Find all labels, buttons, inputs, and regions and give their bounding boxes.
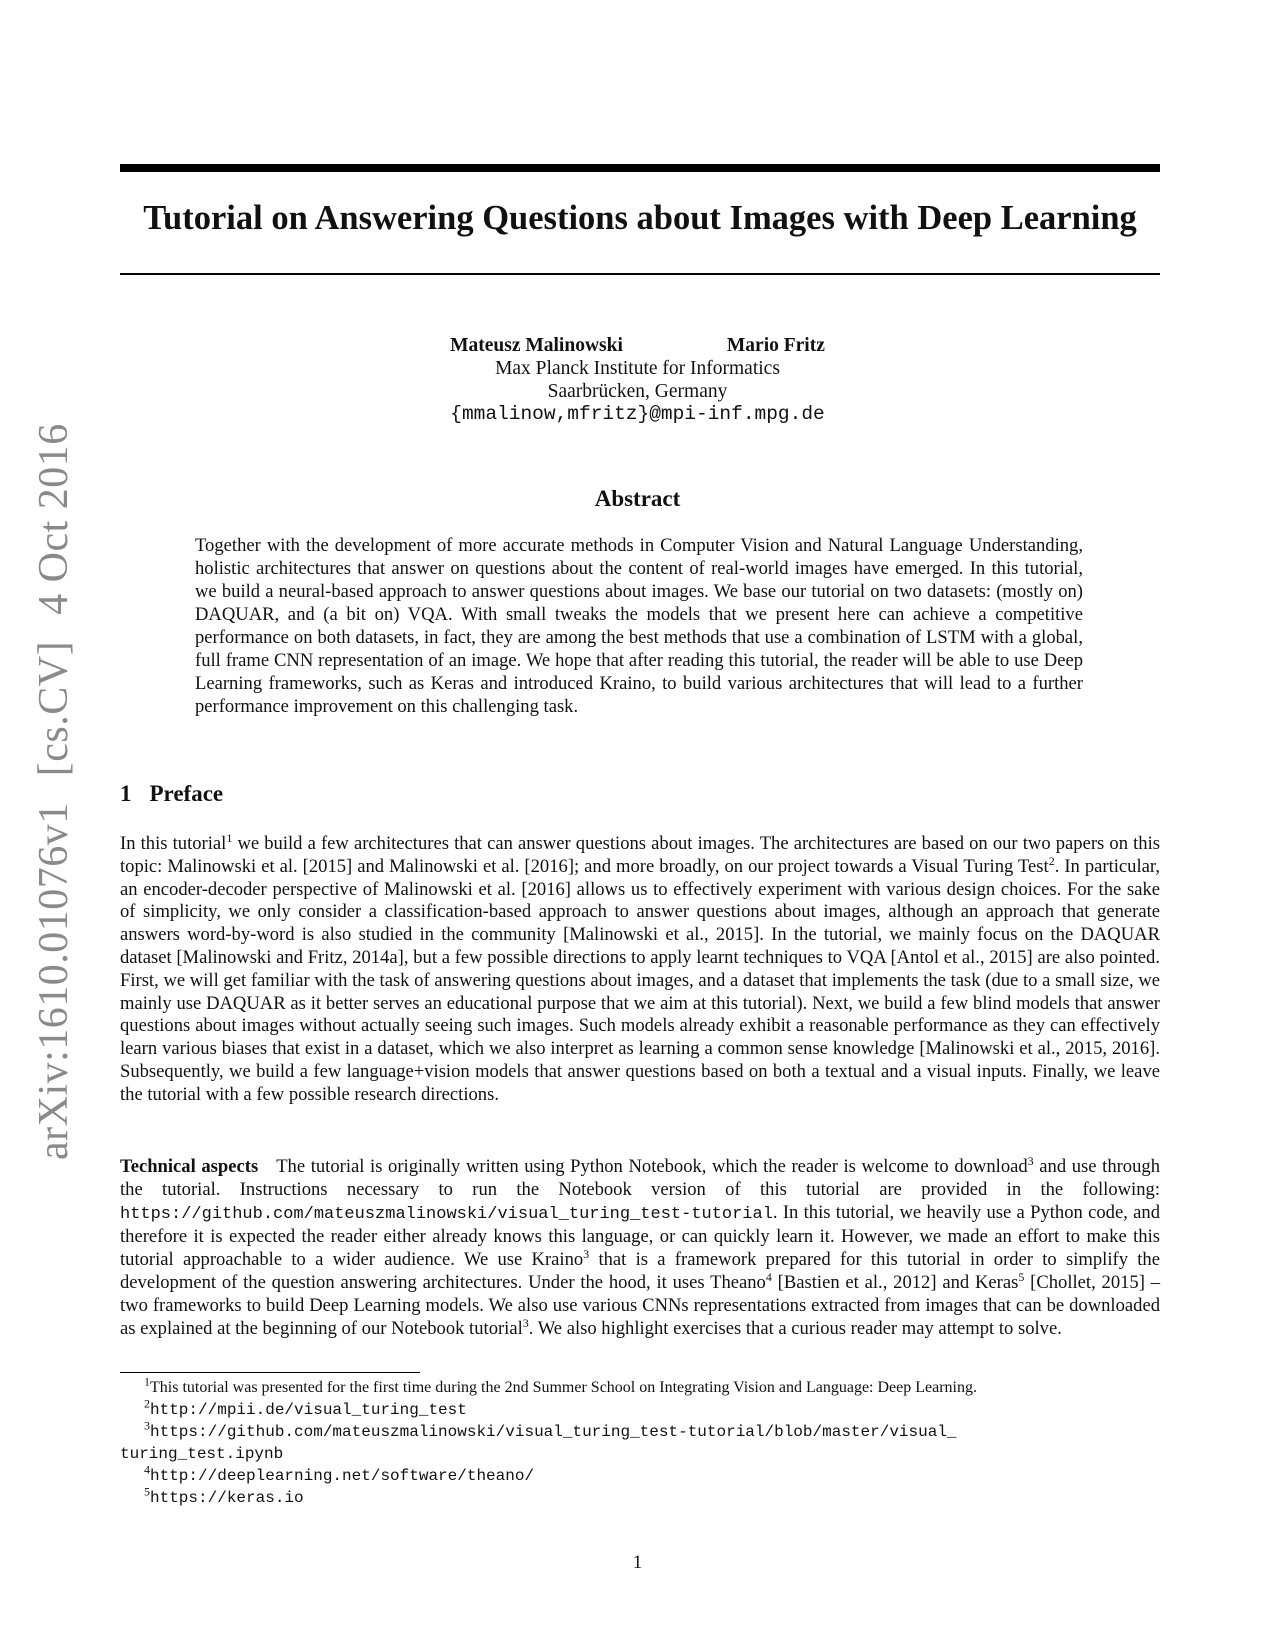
title-rule-bottom bbox=[120, 273, 1160, 275]
section-heading bbox=[120, 781, 223, 807]
text-run: . We also highlight exercises that a curious reader may attempt to solve. bbox=[528, 1317, 1062, 1339]
footnote-mark: 3 bbox=[144, 1418, 150, 1433]
text-run: and use through the tutorial. Instructions necessary to run the Notebook version of this tutorial are provided in the following: bbox=[120, 1156, 1160, 1200]
affiliation: Max Planck Institute for Informatics bbox=[495, 358, 780, 379]
footnote bbox=[120, 1396, 1160, 1421]
location: Saarbrücken, Germany bbox=[547, 381, 728, 402]
github-link[interactable]: https://github.com/mateuszmalinowski/visual_turing_test-tutorial bbox=[120, 1204, 773, 1224]
section-number: 1 bbox=[120, 781, 132, 806]
footnote bbox=[120, 1374, 1160, 1399]
footnote-ref[interactable]: 3 bbox=[583, 1247, 590, 1261]
text-run: . In particular, an encoder-decoder perspective of Malinowski et al. [2016] allows us to effectively experiment with various design choices. For the sake of simplicity, we only consider a classification-based approach to answer questions about images, although an approach that generate answers word-by-word is also studied in the community [Malinowski et al., 2015]. In the tutorial, we mainly focus on the DAQUAR dataset [Malinowski and Fritz, 2014a], but a few possible directions to apply learnt techniques to VQA [Antol et al., 2015] are also pointed. First, we will get familiar with the task of answering questions about images, and a dataset that implements the task (due to a small size, we mainly use DAQUAR as it better serves an educational purpose that we aim at this tutorial). Next, we build a few blind models that answer questions about images without actually seeing such images. Such models already exhibit a reasonable performance as they can effectively learn various biases that exist in a dataset, which we also interpret as learning a common sense knowledge [Malinowski et al., 2015, 2016]. Subsequently, we build a few language+vision models that answer questions based on both a textual and a visual inputs. Finally, we leave the tutorial with a few possible research directions. bbox=[120, 855, 1160, 1105]
footnote-ref[interactable]: 3 bbox=[1027, 1153, 1034, 1168]
email: {mmalinow,mfritz}@mpi-inf.mpg.de bbox=[450, 403, 825, 425]
footnotes bbox=[120, 1374, 1160, 1509]
text-run: . In this tutorial, we heavily use a Python code, and therefore it is expected the reader either already knows this language, or can quickly learn it. However, we made an effort to make this tutorial approachable to a wider audience. We use Kraino bbox=[120, 1201, 1160, 1271]
title-rule-top bbox=[120, 164, 1160, 172]
text-run: In this tutorial bbox=[120, 833, 227, 854]
text-run: we build a few architectures that can answer questions about images. The architectures are based on our two papers on this topic: Malinowski et al. [2015] and Malinowski et al. [2016]; and more broadly, on our project towards a Visual Turing Test bbox=[120, 833, 1160, 877]
arxiv-date: 4 Oct 2016 bbox=[31, 423, 77, 615]
paper-title: Tutorial on Answering Questions about Images with Deep Learning bbox=[143, 199, 1137, 237]
footnote-link[interactable]: http://deeplearning.net/software/theano/ bbox=[150, 1467, 535, 1485]
text-run: that is a framework prepared for this tutorial in order to simplify the development of the question answering architectures. Under the hood, it uses Theano bbox=[120, 1249, 1160, 1293]
text-run: The tutorial is originally written using Python Notebook, which the reader is welcome to download bbox=[276, 1156, 1028, 1177]
footnote-continuation bbox=[120, 1443, 1160, 1465]
author-name: Mateusz Malinowski bbox=[450, 335, 623, 356]
footnote-mark: 2 bbox=[144, 1396, 150, 1411]
footnote-ref[interactable]: 1 bbox=[226, 830, 233, 845]
abstract-text: Together with the development of more accurate methods in Computer Vision and Natural Language Understanding, holistic architectures that answer on questions about the content of real-world images have emerged. In this tutorial, we build a neural-based approach to answer questions about images. We base our tutorial on two datasets: (mostly on) DAQUAR, and (a bit on) VQA. With small tweaks the models that we present here can achieve a competitive performance on both datasets, in fact, they are among the best methods that use a combination of LSTM with a global, full frame CNN representation of an image. We hope that after reading this tutorial, the reader will be able to use Deep Learning frameworks, such as Keras and introduced Kraino, to build various architectures that will lead to a further performance improvement on this challenging task. bbox=[195, 535, 1083, 717]
technical-aspects-paragraph bbox=[120, 1153, 1160, 1340]
author-block bbox=[0, 334, 1275, 426]
abstract-heading: Abstract bbox=[594, 486, 681, 511]
paragraph-heading: Technical aspects bbox=[120, 1156, 259, 1177]
footnote-ref[interactable]: 3 bbox=[522, 1315, 529, 1330]
text-run: [Chollet, 2015] – two frameworks to build Deep Learning models. We also use various CNNs representations extracted from images that can be downloaded as explained at the beginning of our Notebook tutorial bbox=[120, 1271, 1160, 1339]
footnote-rule bbox=[120, 1372, 420, 1373]
footnote-ref[interactable]: 4 bbox=[765, 1269, 772, 1284]
author-names bbox=[0, 334, 1275, 357]
section-title: Preface bbox=[149, 781, 224, 806]
arxiv-category: [cs.CV] bbox=[31, 640, 77, 777]
arxiv-id: arXiv:1610.01076v1 bbox=[31, 802, 77, 1160]
footnote-mark: 1 bbox=[144, 1374, 150, 1389]
footnote-mark: 5 bbox=[144, 1484, 150, 1499]
footnote bbox=[120, 1418, 1160, 1443]
footnote-text: This tutorial was presented for the first time during the 2nd Summer School on Integrating Vision and Language: Deep Learning. bbox=[150, 1379, 977, 1396]
footnote-ref[interactable]: 2 bbox=[1048, 853, 1055, 868]
footnote bbox=[120, 1462, 1160, 1487]
page-number: 1 bbox=[632, 1552, 643, 1573]
footnote bbox=[120, 1484, 1160, 1509]
preface-paragraph bbox=[120, 830, 1160, 1107]
author-name: Mario Fritz bbox=[726, 335, 825, 356]
footnote-mark: 4 bbox=[144, 1462, 150, 1477]
footnote-link[interactable]: https://github.com/mateuszmalinowski/visual_turing_test-tutorial/blob/master/visual_ bbox=[150, 1423, 957, 1441]
footnote-link[interactable]: https://keras.io bbox=[150, 1489, 304, 1507]
footnote-ref[interactable]: 5 bbox=[1018, 1269, 1025, 1284]
text-run: [Bastien et al., 2012] and Keras bbox=[771, 1271, 1019, 1293]
footnote-link[interactable]: turing_test.ipynb bbox=[120, 1445, 284, 1463]
footnote-link[interactable]: http://mpii.de/visual_turing_test bbox=[150, 1401, 467, 1419]
